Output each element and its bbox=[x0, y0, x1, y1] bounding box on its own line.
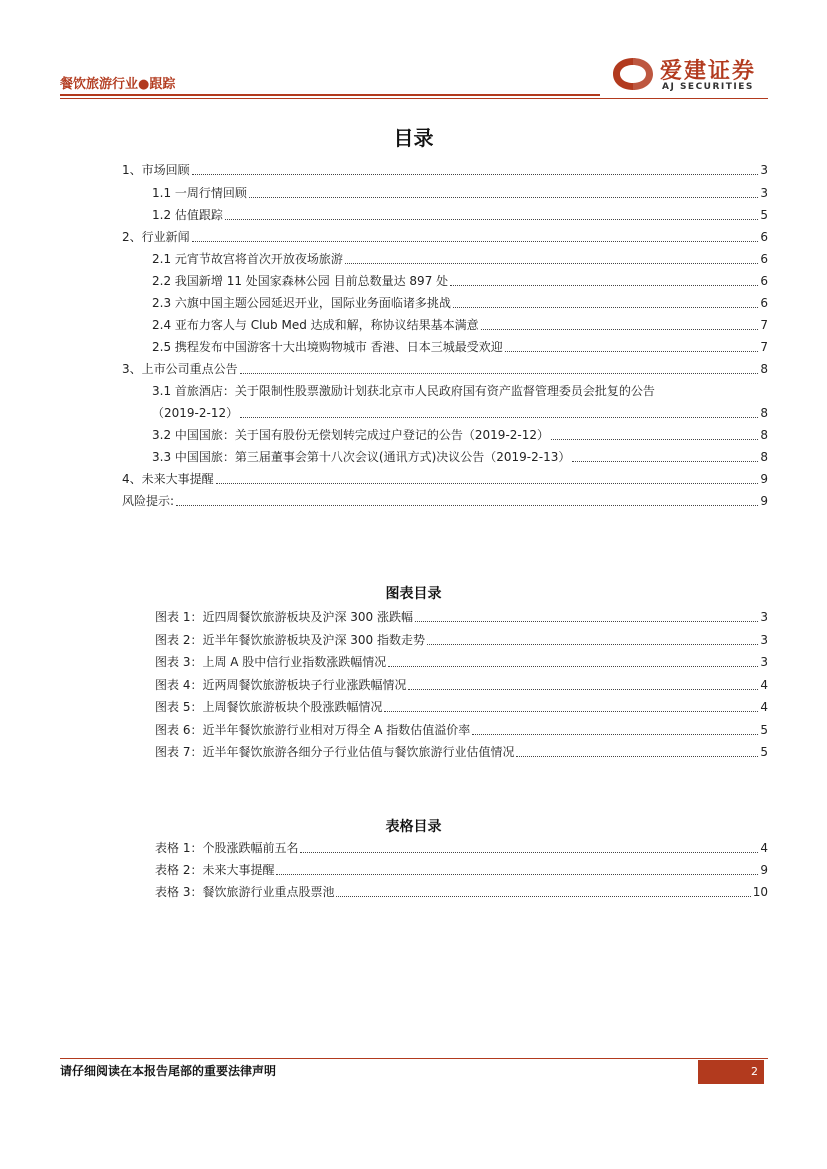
figures-entry[interactable] bbox=[155, 632, 768, 648]
header-rule-thin bbox=[60, 98, 768, 99]
dot-leader bbox=[192, 173, 759, 175]
header-rule bbox=[60, 94, 600, 96]
figures-entry[interactable] bbox=[155, 654, 768, 670]
toc-entry[interactable] bbox=[152, 317, 768, 333]
toc-title: 目录 bbox=[393, 126, 434, 150]
figures-entry-page: 3 bbox=[760, 610, 768, 624]
tables-entry-page: 10 bbox=[752, 885, 768, 899]
figures-entry[interactable] bbox=[155, 699, 768, 715]
figures-entry-label: 图表 1：近四周餐饮旅游板块及沪深 300 涨跌幅 bbox=[155, 610, 413, 624]
dot-leader bbox=[572, 460, 758, 462]
tables-entry[interactable] bbox=[155, 884, 768, 900]
dot-leader bbox=[192, 240, 759, 242]
toc-entry[interactable] bbox=[152, 273, 768, 289]
dot-leader bbox=[408, 688, 758, 690]
footer-rule bbox=[60, 1058, 768, 1059]
toc-entry-page: 6 bbox=[760, 274, 768, 288]
report-header-title: 餐饮旅游行业●跟踪 bbox=[60, 77, 176, 92]
toc-entry-label: 3.1 首旅酒店：关于限制性股票激励计划获北京市人民政府国有资产监督管理委员会批复的公告 bbox=[152, 384, 655, 398]
dot-leader bbox=[551, 438, 758, 440]
toc-entry-label: 风险提示: bbox=[122, 494, 175, 508]
tables-entry-label: 表格 2：未来大事提醒 bbox=[155, 863, 275, 877]
toc-entry-label: 1.2 估值跟踪 bbox=[152, 208, 223, 222]
tables-entry-page: 9 bbox=[760, 863, 768, 877]
dot-leader bbox=[384, 710, 758, 712]
dot-leader bbox=[516, 755, 758, 757]
figures-entry-page: 3 bbox=[760, 632, 768, 647]
tables-entry-page: 4 bbox=[760, 841, 768, 855]
toc-entry[interactable] bbox=[122, 361, 768, 377]
tables-entry[interactable] bbox=[155, 862, 768, 878]
tables-list-title: 表格目录 bbox=[385, 819, 442, 835]
figures-entry-page: 4 bbox=[760, 700, 768, 714]
figures-entry-label: 图表 6：近半年餐饮旅游行业相对万得全 A 指数估值溢价率 bbox=[155, 722, 471, 737]
toc-entry-page: 8 bbox=[760, 406, 768, 420]
figures-entry[interactable] bbox=[155, 677, 768, 693]
dot-leader bbox=[427, 643, 758, 645]
toc-entry[interactable] bbox=[122, 493, 768, 509]
tables-entry[interactable] bbox=[155, 840, 768, 856]
toc-entry-label: 1.1 一周行情回顾 bbox=[152, 186, 247, 200]
figures-entry-page: 5 bbox=[760, 722, 768, 737]
logo-chinese-name: 爱建证券 bbox=[660, 59, 757, 84]
toc-entry-label: 2.1 元宵节故宫将首次开放夜场旅游 bbox=[152, 252, 343, 266]
legal-disclaimer: 请仔细阅读在本报告尾部的重要法律声明 bbox=[60, 1064, 277, 1078]
toc-entry[interactable] bbox=[152, 383, 768, 399]
dot-leader bbox=[240, 372, 759, 374]
page-number: 2 bbox=[698, 1060, 764, 1084]
toc-entry-page: 9 bbox=[760, 472, 768, 486]
dot-leader bbox=[345, 262, 758, 264]
toc-entry[interactable] bbox=[122, 229, 768, 245]
dot-leader bbox=[450, 284, 758, 286]
figures-entry-label: 图表 5：上周餐饮旅游板块个股涨跌幅情况 bbox=[155, 700, 383, 714]
toc-entry-page: 9 bbox=[760, 494, 768, 508]
toc-entry-page: 8 bbox=[760, 450, 768, 464]
dot-leader bbox=[240, 416, 758, 418]
toc-entry[interactable] bbox=[152, 427, 768, 443]
toc-entry[interactable] bbox=[152, 185, 768, 201]
dot-leader bbox=[336, 895, 750, 897]
figures-entry-page: 3 bbox=[760, 655, 768, 669]
toc-entry-label: 3.3 中国国旅：第三届董事会第十八次会议(通讯方式)决议公告（2019-2-13） bbox=[152, 450, 571, 464]
figures-entry-label: 图表 3：上周 A 股中信行业指数涨跌幅情况 bbox=[155, 655, 387, 669]
toc-entry-label: 4、未来大事提醒 bbox=[122, 472, 214, 486]
dot-leader bbox=[453, 306, 758, 308]
company-logo bbox=[610, 52, 770, 94]
toc-entry[interactable] bbox=[152, 295, 768, 311]
dot-leader bbox=[249, 196, 758, 198]
logo-mark-icon bbox=[610, 54, 656, 94]
dot-leader bbox=[176, 504, 758, 506]
tables-entry-label: 表格 3：餐饮旅游行业重点股票池 bbox=[155, 885, 335, 899]
figures-list-title: 图表目录 bbox=[385, 586, 442, 602]
dot-leader bbox=[388, 665, 758, 667]
figures-entry-page: 5 bbox=[760, 745, 768, 759]
toc-entry-label: 1、市场回顾 bbox=[122, 163, 190, 177]
toc-entry[interactable] bbox=[122, 471, 768, 487]
toc-entry-page: 5 bbox=[760, 208, 768, 222]
logo-english-name: AJ SECURITIES bbox=[662, 82, 754, 92]
toc-entry-page: 6 bbox=[760, 230, 768, 244]
toc-entry-page: 3 bbox=[760, 186, 768, 200]
dot-leader bbox=[216, 482, 759, 484]
figures-entry-label: 图表 7：近半年餐饮旅游各细分子行业估值与餐饮旅游行业估值情况 bbox=[155, 745, 515, 759]
toc-entry-label: 3、上市公司重点公告 bbox=[122, 362, 238, 376]
dot-leader bbox=[415, 620, 758, 622]
toc-entry[interactable] bbox=[152, 405, 768, 421]
figures-entry[interactable] bbox=[155, 722, 768, 738]
figures-entry-label: 图表 4：近两周餐饮旅游板块子行业涨跌幅情况 bbox=[155, 677, 407, 692]
dot-leader bbox=[472, 733, 758, 735]
figures-entry-page: 4 bbox=[760, 677, 768, 692]
toc-entry-page: 6 bbox=[760, 296, 768, 310]
toc-entry-page: 3 bbox=[760, 163, 768, 177]
toc-entry-page: 7 bbox=[760, 318, 768, 332]
dot-leader bbox=[505, 350, 759, 352]
toc-entry-label: 3.2 中国国旅：关于国有股份无偿划转完成过户登记的公告（2019-2-12） bbox=[152, 428, 550, 442]
toc-entry[interactable] bbox=[122, 162, 768, 178]
toc-entry-label: 2、行业新闻 bbox=[122, 230, 190, 244]
toc-entry-page: 7 bbox=[760, 340, 768, 354]
figures-entry[interactable] bbox=[155, 609, 768, 625]
tables-entry-label: 表格 1：个股涨跌幅前五名 bbox=[155, 841, 299, 855]
figures-entry-label: 图表 2：近半年餐饮旅游板块及沪深 300 指数走势 bbox=[155, 632, 425, 647]
toc-entry[interactable] bbox=[152, 207, 768, 223]
toc-entry-label: 2.3 六旗中国主题公园延迟开业，国际业务面临诸多挑战 bbox=[152, 296, 451, 310]
toc-entry-label: 2.4 亚布力客人与 Club Med 达成和解，称协议结果基本满意 bbox=[152, 318, 479, 332]
dot-leader bbox=[225, 218, 758, 220]
toc-entry-label: 2.2 我国新增 11 处国家森林公园 目前总数量达 897 处 bbox=[152, 274, 449, 288]
toc-entry-page: 8 bbox=[760, 362, 768, 376]
toc-entry-page: 6 bbox=[760, 252, 768, 266]
toc-entry-label: （2019-2-12） bbox=[152, 406, 239, 420]
dot-leader bbox=[276, 873, 758, 875]
toc-entry[interactable] bbox=[152, 339, 768, 355]
dot-leader bbox=[481, 328, 759, 330]
dot-leader bbox=[300, 851, 758, 853]
toc-entry-label: 2.5 携程发布中国游客十大出境购物城市 香港、日本三城最受欢迎 bbox=[152, 340, 503, 354]
toc-entry-page: 8 bbox=[760, 428, 768, 442]
toc-entry[interactable] bbox=[152, 251, 768, 267]
toc-entry[interactable] bbox=[152, 449, 768, 465]
figures-entry[interactable] bbox=[155, 744, 768, 760]
